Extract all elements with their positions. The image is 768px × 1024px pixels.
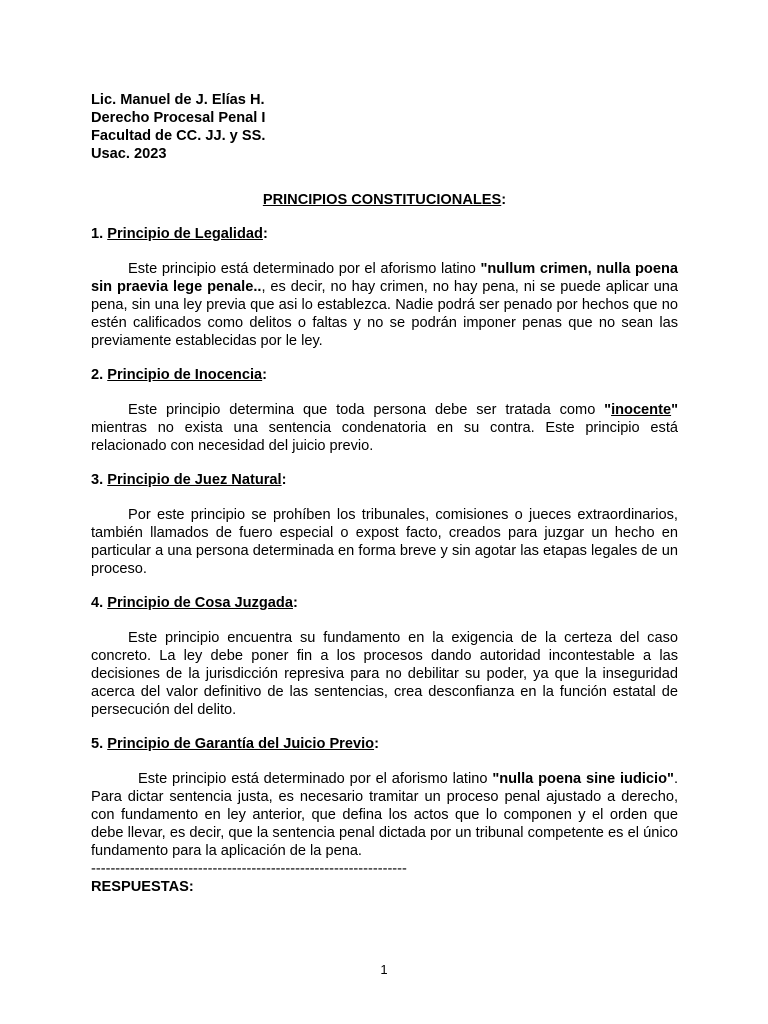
answers-label: RESPUESTAS:: [91, 879, 194, 895]
document-title: [91, 191, 678, 209]
title-text: PRINCIPIOS CONSTITUCIONALES: [262, 192, 502, 208]
quote-mark: ": [604, 402, 612, 418]
section-heading-suffix: :: [374, 736, 379, 752]
section-heading-suffix: :: [262, 226, 268, 242]
paragraph-text: mientras no exista una sentencia condenatoria en su contra. Este principio está relacionado con necesidad del juicio previo.: [91, 420, 678, 454]
section-heading-text: Principio de Inocencia: [107, 367, 263, 383]
section-heading-inocencia: [91, 366, 678, 384]
course-line: Derecho Procesal Penal I: [91, 110, 266, 126]
section-heading-juicio-previo: [91, 735, 678, 753]
inocente-term: [604, 402, 678, 418]
section-heading-legalidad: [91, 225, 678, 243]
paragraph-text: , es decir, no hay crimen, no hay pena, ni se puede aplicar una pena, sin una ley previa que asi lo establezca. Nadie podrá ser penado por hechos que no estén calificados como delitos o faltas y no se podrán imponer penas que no sean las previamente establecidas por le ley.: [91, 279, 678, 349]
author-line: Lic. Manuel de J. Elías H.: [91, 92, 265, 108]
quote-mark: ": [671, 402, 678, 418]
section-heading-cosa-juzgada: [91, 594, 678, 612]
section-heading-text: Principio de Cosa Juzgada: [107, 595, 293, 611]
paragraph-text: Este principio está determinado por el aforismo latino: [138, 771, 493, 787]
section-number: 5.: [91, 736, 108, 752]
faculty-line: Facultad de CC. JJ. y SS.: [91, 128, 266, 144]
section-paragraph-inocencia: [91, 401, 678, 455]
section-number: 4.: [91, 595, 108, 611]
section-heading-suffix: :: [262, 367, 268, 383]
paragraph-text: Este principio determina que toda persona debe ser tratada como: [128, 402, 605, 418]
paragraph-text: . Para dictar sentencia justa, es necesario tramitar un proceso penal ajustado a derecho, con fundamento en ley anterior, que defina los actos que lo componen y el orden que debe llevar, es decir, que la sentencia penal dictada por un tribunal competente es el único fundamento para la aplicación de la pena.: [91, 771, 678, 859]
section-paragraph-juicio-previo: [91, 770, 678, 860]
document-header: [91, 91, 678, 163]
title-suffix: :: [501, 192, 507, 208]
section-heading-text: Principio de Juez Natural: [107, 472, 282, 488]
inocente-word: inocente: [611, 402, 672, 418]
latin-aphorism: "nullum crimen, nulla poena sin praevia lege penale..: [91, 261, 678, 295]
section-heading-text: Principio de Legalidad: [107, 226, 263, 242]
section-heading-suffix: :: [292, 595, 298, 611]
section-heading-text: Principio de Garantía del Juicio Previo: [107, 736, 375, 752]
year-line: Usac. 2023: [91, 146, 167, 162]
paragraph-text: Este principio está determinado por el aforismo latino: [128, 261, 481, 277]
section-number: 3.: [91, 472, 108, 488]
document-page: [91, 91, 678, 896]
section-heading-suffix: :: [281, 472, 287, 488]
section-paragraph-legalidad: [91, 260, 678, 350]
section-paragraph-juez-natural: Por este principio se prohíben los tribunales, comisiones o jueces extraordinarios, también llamados de fuero especial o expost facto, creados para juzgar un hecho en particular a una persona determinada en forma breve y sin agotar las etapas legales de un proceso.: [91, 507, 678, 577]
page-number: 1: [380, 962, 388, 977]
separator-line: -----------------------------------------------------------------: [91, 861, 407, 877]
section-number: 1.: [91, 226, 108, 242]
section-number: 2.: [91, 367, 108, 383]
section-heading-juez-natural: [91, 471, 678, 489]
section-paragraph-cosa-juzgada: Este principio encuentra su fundamento en la exigencia de la certeza del caso concreto. La ley debe poner fin a los procesos dando autoridad incontestable a las decisiones de la jurisdicción represiva para no debilitar su poder, ya que la inseguridad acerca del valor definitivo de las sentencias, crea desconfianza en la función estatal de persecución del delito.: [91, 630, 678, 718]
latin-aphorism: "nulla poena sine iudicio": [492, 771, 674, 787]
